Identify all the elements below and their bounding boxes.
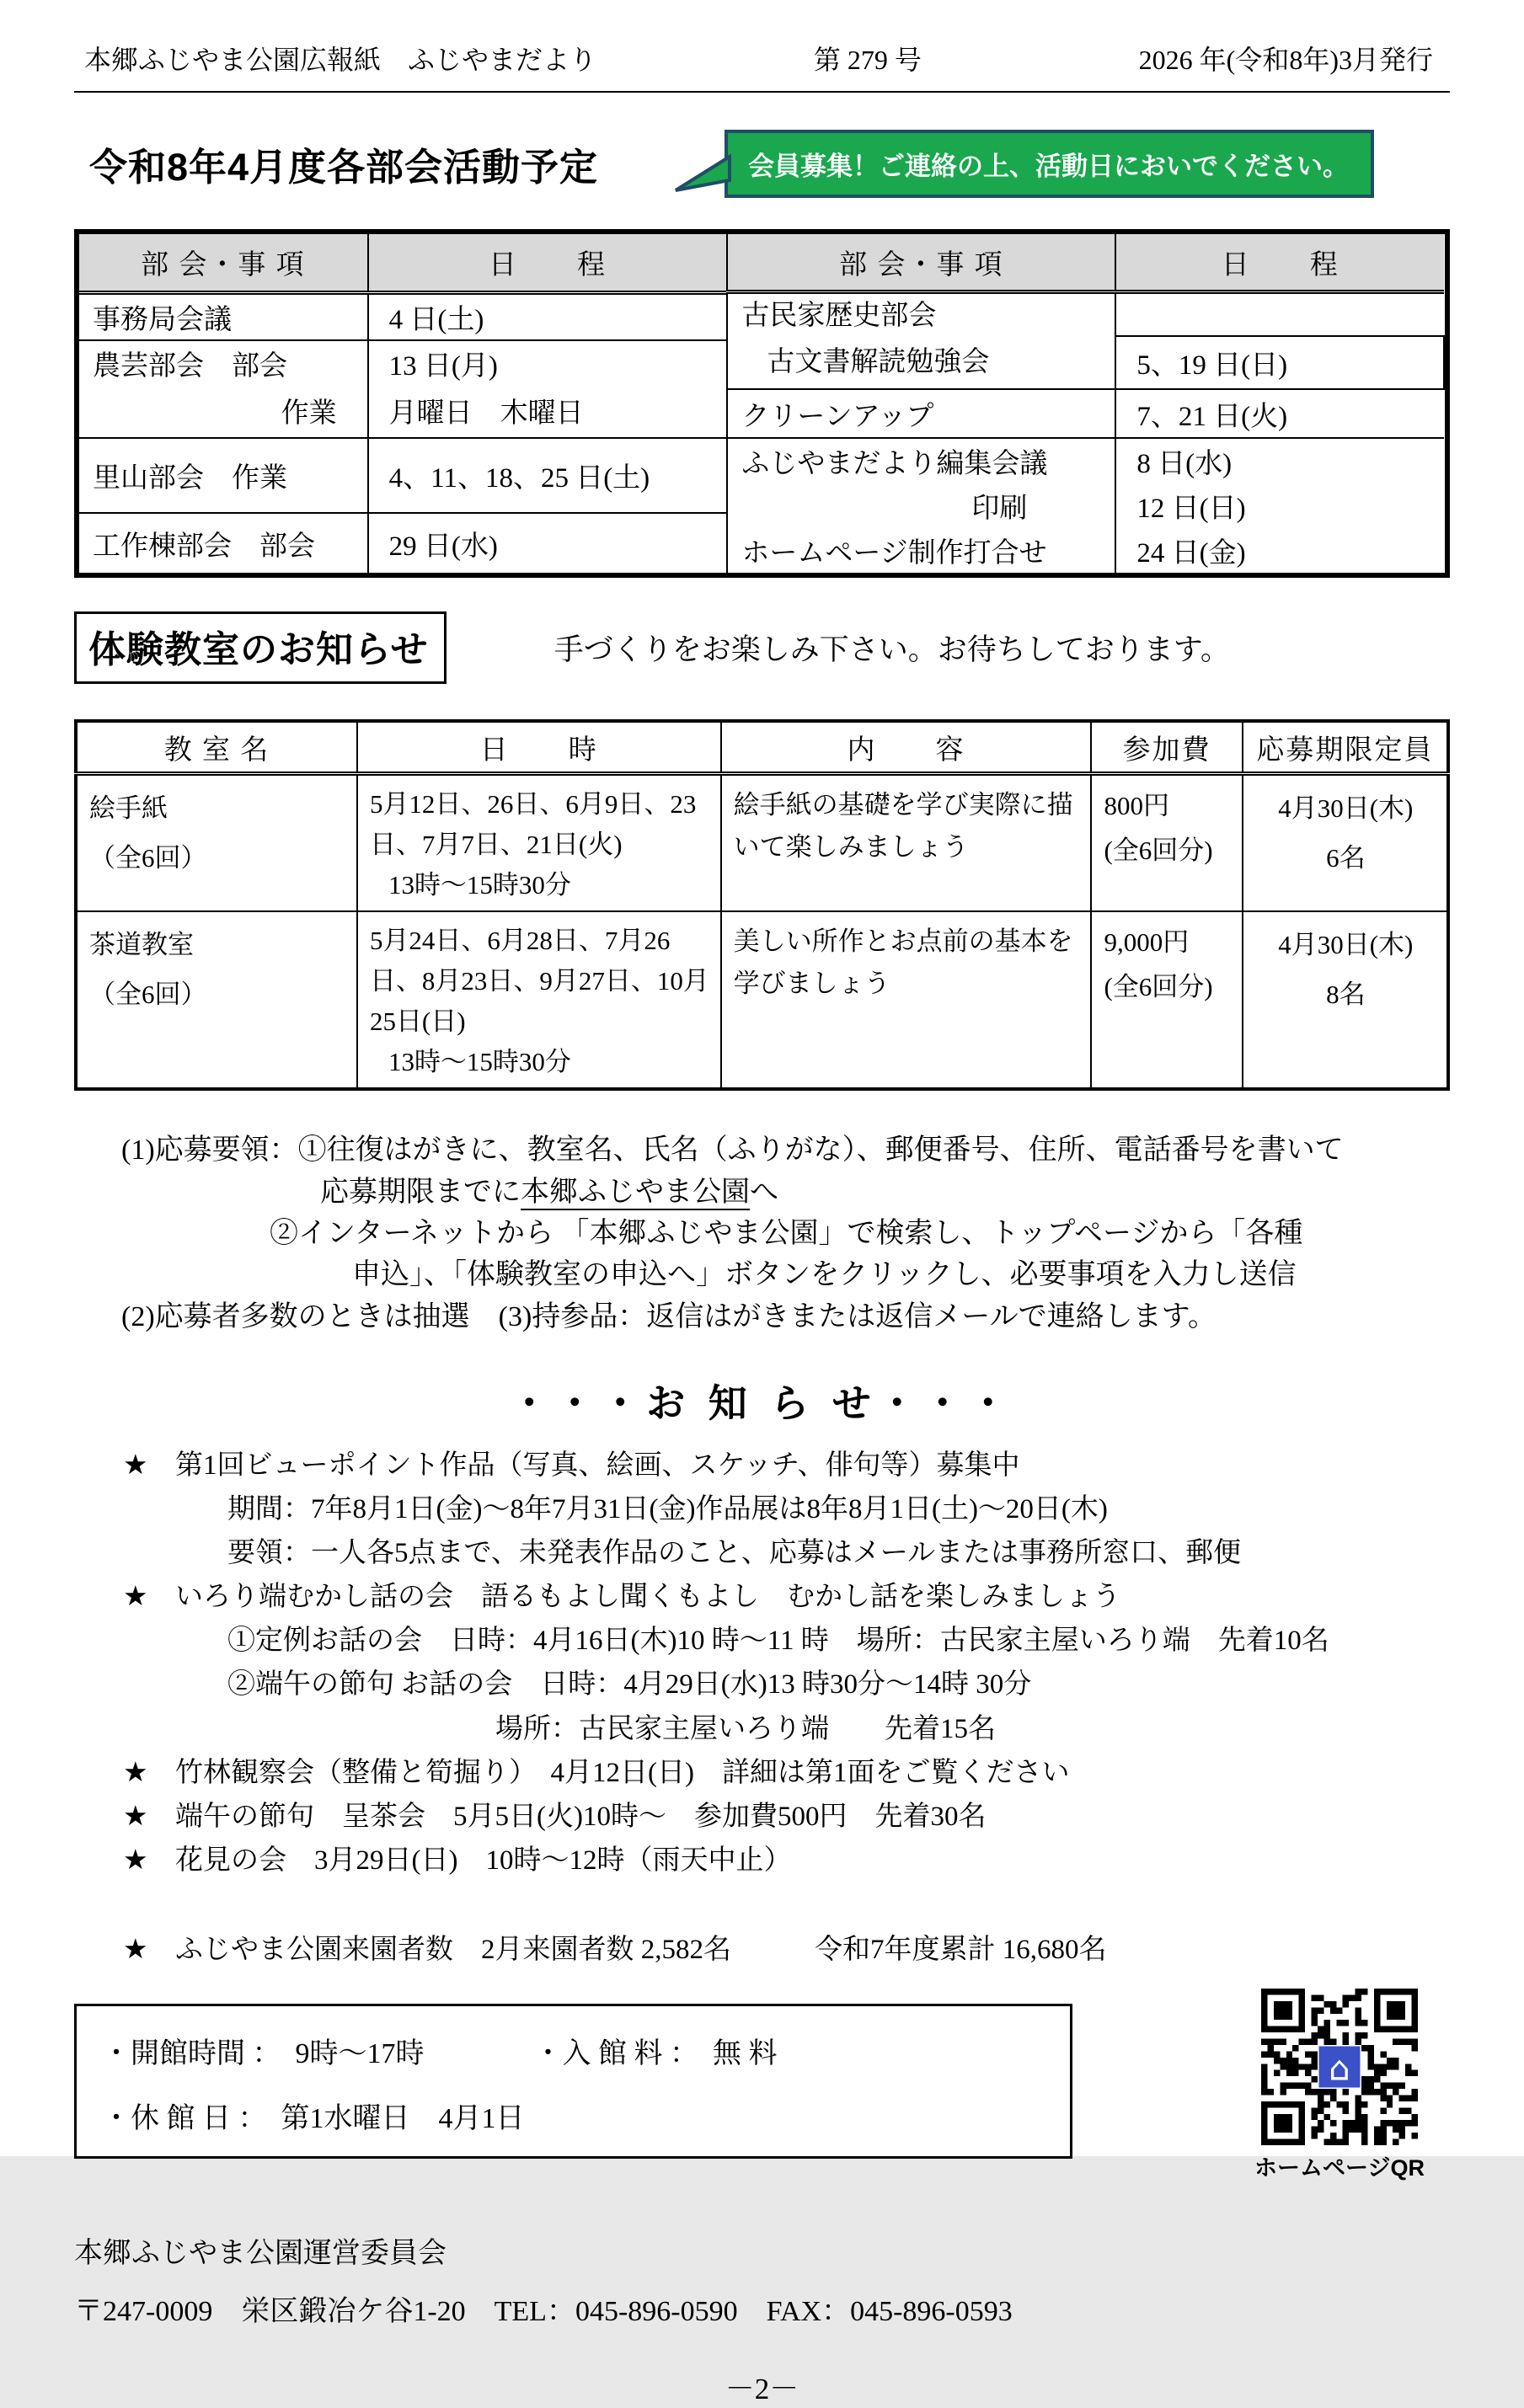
list-item: ★ 第1回ビューポイント作品（写真、絵画、スケッチ、俳句等）募集中 [74, 1444, 1450, 1487]
announcements-list [74, 1444, 1450, 1972]
list-item: ★ 端午の節句 呈茶会 5月5日(火)10時～ 参加費500円 先着30名 [74, 1795, 1450, 1839]
list-item: ★ いろり端むかし話の会 語るもよし聞くもよし むかし話を楽しみましょう [74, 1575, 1450, 1619]
star-icon: ★ [123, 1450, 148, 1481]
apply-line: (1)応募要領：①往復はがきに、教室名、氏名（ふりがな）、郵便番号、住所、電話番号を書いて [121, 1135, 1344, 1167]
list-subitem: 要領：一人各5点まで、未発表作品のこと、応募はメールまたは事務所窓口、郵便 [227, 1538, 1242, 1569]
list-item: ★ 竹林観察会（整備と筍掘り） 4月12日(日) 詳細は第1面をご覧ください [74, 1751, 1450, 1795]
table-row: 古民家歴史部会 古文書解読勉強会 [727, 292, 1444, 337]
col-header-content: 内 容 [721, 721, 1092, 774]
homepage-qr-block [1254, 1989, 1425, 2182]
address-contact: 〒247-0009 栄区鍛冶ケ谷1-20 TEL：045-896-0590 FAX：045-896-0593 [74, 2296, 1013, 2328]
apply-line: 申込」、「体験教室の申込へ」ボタンをクリックし、必要事項を入力し送信 [352, 1259, 1297, 1291]
issue-number: 第 279 号 [813, 45, 922, 75]
table-row: 農芸部会 部会 13 日(月) [79, 340, 726, 385]
apply-line: ②インターネットから 「本郷ふじやま公園」で検索し、トップページから「各種 [270, 1217, 1303, 1249]
col-header-fee: 参加費 [1091, 721, 1242, 774]
svg-text:⌂: ⌂ [1329, 2049, 1350, 2089]
park-name-underlined: 本郷ふじやま公園 [521, 1177, 750, 1210]
table-header-row [727, 234, 1444, 292]
table-row: 印刷 12 日(日) [727, 483, 1444, 527]
page-header [74, 29, 1450, 93]
table-row: クリーンアップ 7、21 日(火) [727, 389, 1444, 438]
member-recruit-callout [725, 130, 1374, 198]
apply-line: (2)応募者多数のときは抽選 (3)持参品：返信はがきまたは返信メールで連絡します。 [121, 1300, 1217, 1332]
list-subitem: 期間：7年8月1日(金)～8年7月31日(金)作品展は8年8月1日(土)～20日(木) [227, 1493, 1108, 1524]
class-section-title: 体験教室のお知らせ [74, 611, 447, 684]
table-row: 5、19 日(日) [727, 336, 1444, 389]
qr-code [1261, 1989, 1418, 2145]
qr-label: ホームページQR [1254, 2155, 1425, 2181]
class-schedule-table [74, 719, 1450, 1091]
col-header-class-name: 教 室 名 [76, 721, 357, 774]
class-section-note: 手づくりをお楽しみ下さい。お待ちしております。 [553, 633, 1230, 666]
list-subitem: ②端午の節句 お話の会 日時：4月29日(水)13 時30分～14時 30分 [227, 1669, 1032, 1701]
organization-name: 本郷ふじやま公園運営委員会 [74, 2238, 447, 2270]
class-section-header [74, 611, 1450, 684]
activity-schedule-table [74, 229, 1450, 578]
page-number: －2－ [725, 2373, 799, 2406]
admission-fee: ・入 館 料 ： 無 料 [533, 2038, 778, 2070]
closed-days: ・休 館 日 ： 第1水曜日 4月1日 [102, 2103, 525, 2135]
table-header-row [76, 721, 1448, 774]
list-item: ★ 花見の会 3月29日(日) 10時～12時（雨天中止） [74, 1839, 1450, 1882]
table-row: 作業 月曜日 木曜日 [79, 385, 726, 438]
callout-text: 会員募集！ご連絡の上、活動日においでください。 [748, 151, 1350, 181]
col-header-deadline: 応募期限定員 [1243, 721, 1448, 774]
table-row: 里山部会 作業 4、11、18、25 日(土) [79, 438, 726, 513]
announcements-heading: ・・・お 知 ら せ・・・ [510, 1381, 1014, 1425]
table-header-row [79, 234, 726, 292]
newsletter-title: 本郷ふじやま公園広報紙 ふじやまだより [84, 45, 597, 75]
activity-table-left [79, 234, 726, 573]
callout-arrow-icon [674, 150, 731, 199]
apply-line: 応募期限までに本郷ふじやま公園へ [320, 1172, 1450, 1213]
star-icon: ★ [123, 1757, 148, 1788]
application-instructions [74, 1129, 1450, 1337]
star-icon: ★ [123, 1845, 148, 1876]
col-header-item: 部 会・事 項 [79, 234, 368, 292]
schedule-title-row [74, 121, 1450, 206]
park-info-row [74, 2004, 1450, 2182]
list-subitem: ①定例お話の会 日時：4月16日(木)10 時～11 時 場所：古民家主屋いろり端 先着10名 [227, 1626, 1329, 1657]
col-header-date: 日 程 [1115, 234, 1444, 292]
list-subitem: 場所：古民家主屋いろり端 先着15名 [495, 1713, 996, 1744]
open-hours: ・開館時間 ： 9時～17時 [102, 2038, 425, 2070]
col-header-item: 部 会・事 項 [727, 234, 1115, 292]
schedule-section-title: 令和8年4月度各部会活動予定 [89, 145, 599, 189]
star-icon: ★ [123, 1582, 148, 1613]
col-header-date: 日 程 [368, 234, 727, 292]
table-row: ふじやまだより編集会議 8 日(水) [727, 438, 1444, 483]
star-icon: ★ [123, 1935, 148, 1966]
publish-date: 2026 年(令和8年)3月発行 [1138, 45, 1433, 75]
activity-table-right [726, 234, 1445, 573]
table-row: 茶道教室 （全6回） 5月24日、6月28日、7月26日、8月23日、9月27日、10月25日(日) 13時～15時30分 美しい所作とお点前の基本を学びましょう 9,000円 (全6回分) 4月30日(木) 8名 [76, 911, 1448, 1089]
table-row: ホームページ制作打合せ 24 日(金) [727, 527, 1444, 573]
table-row: 絵手紙 （全6回） 5月12日、26日、6月9日、23日、7月7日、21日(火) 13時～15時30分 絵手紙の基礎を学び実際に描いて楽しみましょう 800円 (全6回分) 4月30日(木) 6名 [76, 774, 1448, 912]
col-header-datetime: 日 時 [357, 721, 721, 774]
star-icon: ★ [123, 1801, 148, 1832]
park-info-box [74, 2004, 1072, 2159]
visitor-count-line: ★ ふじやま公園来園者数 2月来園者数 2,582名 令和7年度累計 16,680名 [74, 1928, 1450, 1972]
page-footer [74, 2229, 1450, 2408]
table-row: 工作棟部会 部会 29 日(水) [79, 513, 726, 573]
table-row: 事務局会議 4 日(土) [79, 292, 726, 340]
